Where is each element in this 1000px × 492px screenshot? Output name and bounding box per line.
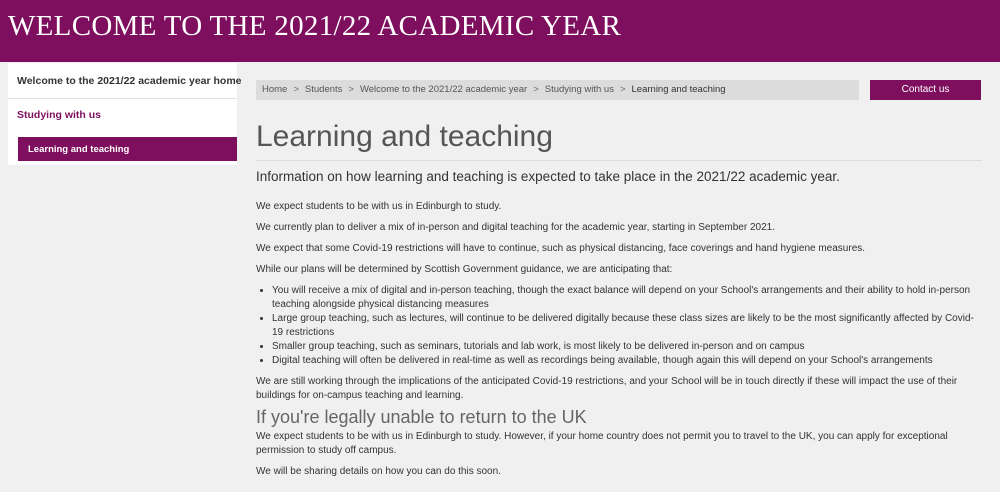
breadcrumb-separator: > xyxy=(348,84,354,95)
breadcrumb-home[interactable]: Home xyxy=(262,84,288,95)
page-title: Learning and teaching xyxy=(256,120,553,153)
breadcrumb-current: Learning and teaching xyxy=(631,84,726,95)
sidebar-nav xyxy=(8,63,242,165)
site-banner xyxy=(0,0,1000,62)
body-paragraph: We are still working through the implications of the anticipated Covid-19 restrictions, and your School will be in touch directly if these will impact the use of their buildings for on-campus teaching and learning. xyxy=(256,376,958,401)
body-paragraph: We expect that some Covid-19 restrictions will have to continue, such as physical distancing, face coverings and hand hygiene measures. xyxy=(256,243,866,254)
body-paragraph: We currently plan to deliver a mix of in-person and digital teaching for the academic year, starting in September 2021. xyxy=(256,222,775,233)
list-item: • Smaller group teaching, such as seminars, tutorials and lab work, is most likely to be delivered in-person and on campus xyxy=(272,340,984,354)
banner-title: WELCOME TO THE 2021/22 ACADEMIC YEAR xyxy=(8,10,622,42)
list-item: • Large group teaching, such as lectures, will continue to be delivered digitally because these class sizes are likely to be the most significantly affected by Covid-19 restrictions xyxy=(272,312,984,340)
breadcrumb-separator: > xyxy=(293,84,299,95)
body-paragraph: We will be sharing details on how you can do this soon. xyxy=(256,466,501,477)
breadcrumb xyxy=(256,80,859,100)
breadcrumb-separator: > xyxy=(533,84,539,95)
sidebar-item-studying-with-us[interactable]: Studying with us xyxy=(17,109,101,121)
breadcrumb-separator: > xyxy=(619,84,626,95)
list-item: • You will receive a mix of digital and in-person teaching, though the exact balance will depend on your School's arrangements and their ability to hold in-person teaching alongside physical distancing measures xyxy=(272,284,984,312)
anticipation-list xyxy=(256,284,984,368)
list-item: • Digital teaching will often be delivered in real-time as well as recordings being available, though again this will depend on your School's arrangements xyxy=(272,354,984,368)
title-divider xyxy=(256,160,982,161)
body-paragraph: We expect students to be with us in Edinburgh to study. However, if your home country does not permit you to travel to the UK, you can apply for exceptional permission to study off campus. xyxy=(256,431,948,456)
sidebar-item-home[interactable]: Welcome to the 2021/22 academic year home xyxy=(8,63,237,99)
section-heading: If you're legally unable to return to the UK xyxy=(256,407,587,427)
sidebar-item-learning-and-teaching[interactable]: Learning and teaching xyxy=(18,137,237,161)
breadcrumb-studying[interactable]: Studying with us xyxy=(544,84,614,95)
body-paragraph: We expect students to be with us in Edinburgh to study. xyxy=(256,201,502,212)
contact-us-button[interactable]: Contact us xyxy=(870,80,981,100)
body-paragraph: While our plans will be determined by Scottish Government guidance, we are anticipating that: xyxy=(256,264,673,275)
breadcrumb-welcome[interactable]: Welcome to the 2021/22 academic year xyxy=(359,84,528,95)
lead-paragraph: Information on how learning and teaching is expected to take place in the 2021/22 academic year. xyxy=(256,169,840,184)
breadcrumb-students[interactable]: Students xyxy=(304,84,343,95)
main-content xyxy=(256,200,984,486)
